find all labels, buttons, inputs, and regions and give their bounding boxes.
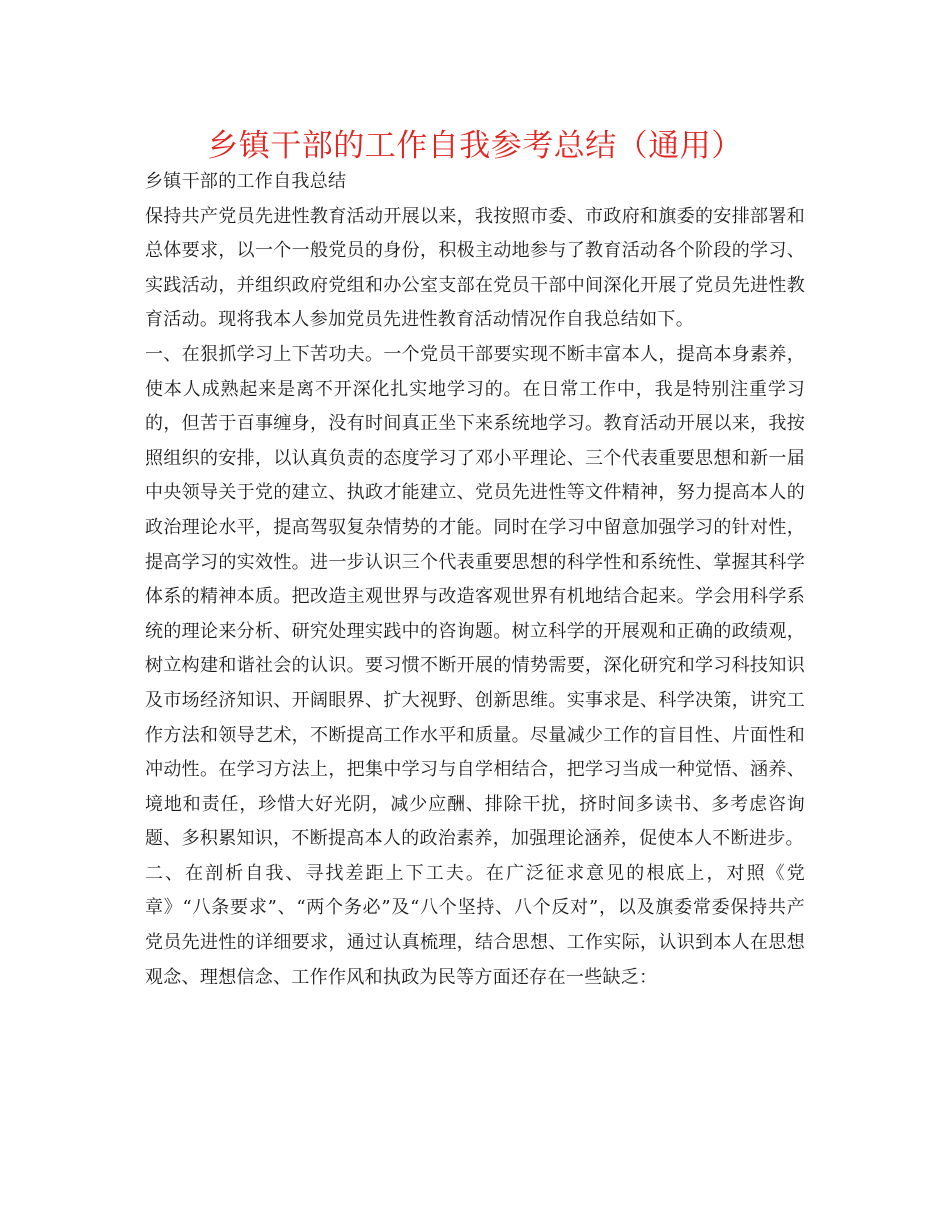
section-two-paragraph: 二、在剖析自我、寻找差距上下工夫。在广泛征求意见的根底上，对照《党章》“八条要求”、“两个务必”及“八个坚持、八个反对”，以及旗委常委保持共产党员先进性的详细要求，通过认真梳理，结合思想、工作实际，认识到本人在思想观念、理想信念、工作作风和执政为民等方面还存在一些缺乏： — [145, 862, 805, 988]
document-title: 乡镇干部的工作自我参考总结（通用） — [207, 128, 743, 164]
section-one-paragraph: 一、在狠抓学习上下苦功夫。一个党员干部要实现不断丰富本人，提高本身素养，使本人成熟起来是离不开深化扎实地学习的。在日常工作中，我是特别注重学习的，但苦于百事缠身，没有时间真正坐下来系统地学习。教育活动开展以来，我按照组织的安排，以认真负责的态度学习了邓小平理论、三个代表重要思想和新一届中央领导关于党的建立、执政才能建立、党员先进性等文件精神，努力提高本人的政治理论水平，提高驾驭复杂情势的才能。同时在学习中留意加强学习的针对性，提高学习的实效性。进一步认识三个代表重要思想的科学性和系统性、掌握其科学体系的精神本质。把改造主观世界与改造客观世界有机地结合起来。学会用科学系统的理论来分析、研究处理实践中的咨询题。树立科学的开展观和正确的政绩观，树立构建和谐社会的认识。要习惯不断开展的情势需要，深化研究和学习科技知识及市场经济知识、开阔眼界、扩大视野、创新思维。实事求是、科学决策，讲究工作方法和领导艺术，不断提高工作水平和质量。尽量减少工作的盲目性、片面性和冲动性。在学习方法上，把集中学习与自学相结合，把学习当成一种觉悟、涵养、境地和责任，珍惜大好光阴，减少应酬、排除干扰，挤时间多读书、多考虑咨询题、多积累知识，不断提高本人的政治素养，加强理论涵养，促使本人不断进步。 — [145, 343, 805, 850]
intro-paragraph: 保持共产党员先进性教育活动开展以来，我按照市委、市政府和旗委的安排部署和总体要求，以一个一般党员的身份，积极主动地参与了教育活动各个阶段的学习、实践活动，并组织政府党组和办公室支部在党员干部中间深化开展了党员先进性教育活动。现将我本人参加党员先进性教育活动情况作自我总结如下。 — [145, 205, 805, 331]
document-body — [145, 165, 805, 995]
subtitle-paragraph: 乡镇干部的工作自我总结 — [145, 171, 347, 192]
